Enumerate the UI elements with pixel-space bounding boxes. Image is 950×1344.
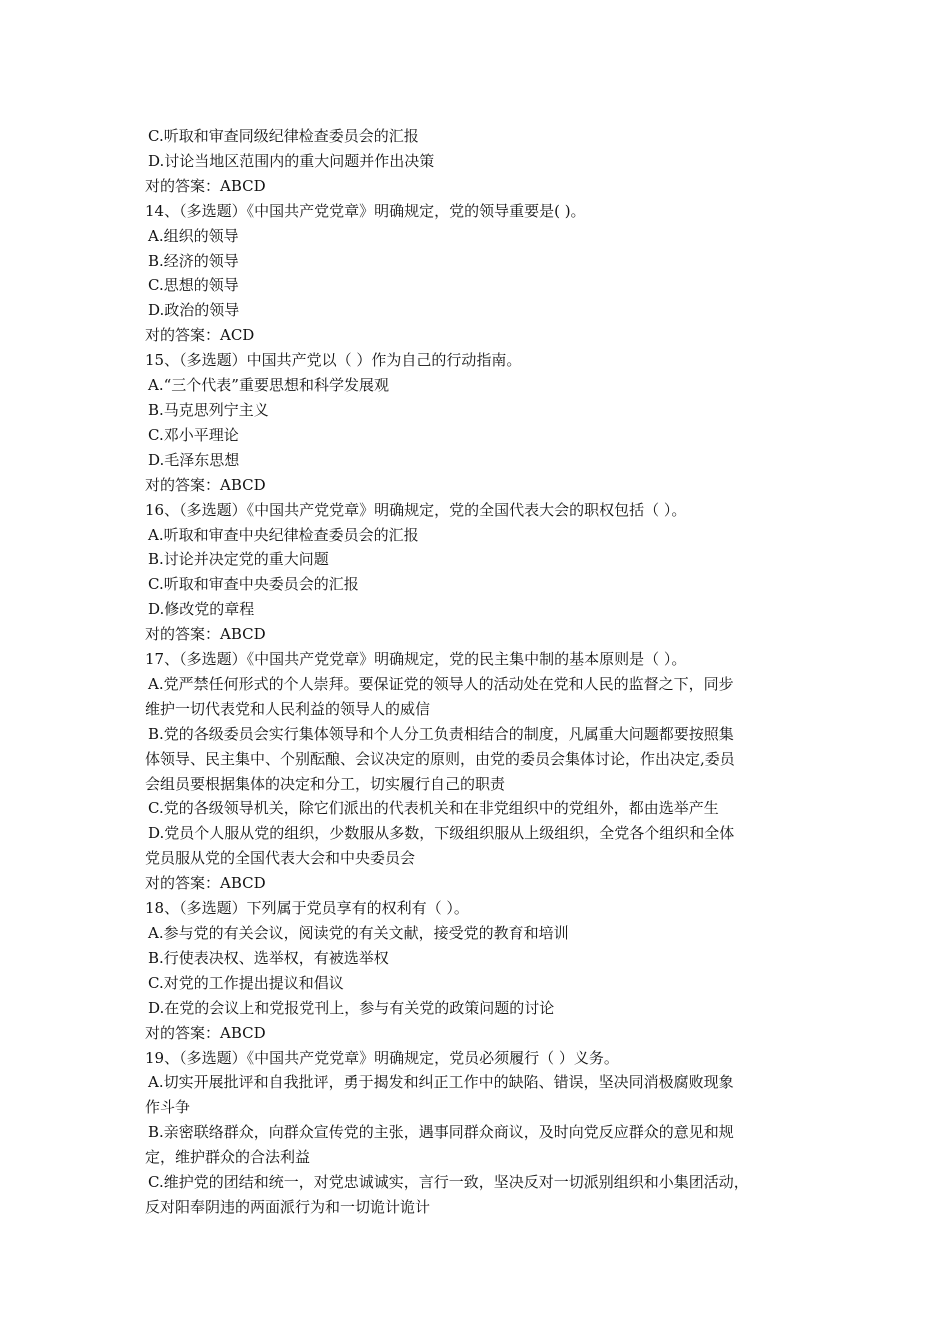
option-line: A.听取和审查中央纪律检查委员会的汇报 — [148, 525, 419, 544]
option-line: D.政治的领导 — [148, 301, 240, 320]
answer-line: 对的答案：ABCD — [145, 1023, 266, 1042]
answer-line: 对的答案：ABCD — [145, 176, 266, 195]
option-line: B.马克思列宁主义 — [148, 400, 269, 419]
option-line: A.切实开展批评和自我批评，勇于揭发和纠正工作中的缺陷、错误，坚决同消极腐败现象 — [148, 1073, 734, 1092]
option-line: D.在党的会议上和党报党刊上，参与有关党的政策问题的讨论 — [148, 998, 555, 1017]
option-line: C.听取和审查同级纪律检查委员会的汇报 — [148, 127, 419, 145]
option-line: B.讨论并决定党的重大问题 — [148, 550, 329, 569]
question-line: 19、（多选题）《中国共产党党章》明确规定，党员必须履行（ ）义务。 — [145, 1048, 619, 1067]
answer-line: 对的答案：ABCD — [145, 475, 266, 494]
question-line: 14、（多选题）《中国共产党党章》明确规定，党的领导重要是( )。 — [145, 201, 586, 220]
answer-line: 对的答案：ABCD — [145, 874, 266, 893]
question-line: 16、（多选题）《中国共产党党章》明确规定，党的全国代表大会的职权包括（ ）。 — [145, 500, 687, 519]
option-continuation-line: 党员服从党的全国代表大会和中央委员会 — [145, 849, 416, 868]
option-line: B.经济的领导 — [148, 251, 239, 270]
question-line: 15、（多选题）中国共产党以（ ）作为自己的行动指南。 — [145, 351, 522, 370]
option-line: D.党员个人服从党的组织，少数服从多数，下级组织服从上级组织，全党各个组织和全体 — [148, 824, 735, 843]
option-continuation-line: 体领导、民主集中、个别酝酿、会议决定的原则，由党的委员会集体讨论，作出决定,委员 — [145, 749, 735, 768]
option-line: D.毛泽东思想 — [148, 450, 240, 469]
option-line: A.参与党的有关会议，阅读党的有关文献，接受党的教育和培训 — [148, 924, 569, 942]
answer-line: 对的答案：ACD — [145, 326, 255, 345]
document-page — [145, 124, 825, 1220]
question-line: 18、（多选题）下列属于党员享有的权利有（ ）。 — [145, 899, 469, 918]
answer-line: 对的答案：ABCD — [145, 625, 266, 644]
option-line: C.对党的工作提出提议和倡议 — [148, 973, 344, 992]
option-line: C.思想的领导 — [148, 276, 239, 295]
option-continuation-line: 作斗争 — [145, 1098, 191, 1117]
option-line: B.党的各级委员会实行集体领导和个人分工负责相结合的制度，凡属重大问题都要按照集 — [148, 724, 734, 743]
option-line: C.听取和审查中央委员会的汇报 — [148, 575, 359, 594]
option-line: A.党严禁任何形式的个人崇拜。要保证党的领导人的活动处在党和人民的监督之下，同步 — [148, 674, 734, 693]
option-line: D.修改党的章程 — [148, 600, 255, 619]
option-line: A.组织的领导 — [148, 226, 239, 245]
option-line: C.党的各级领导机关，除它们派出的代表机关和在非党组织中的党组外，都由选举产生 — [148, 799, 719, 818]
option-line: D.讨论当地区范围内的重大问题并作出决策 — [148, 151, 435, 170]
option-line: C.维护党的团结和统一，对党忠诚诚实，言行一致，坚决反对一切派别组织和小集团活动， — [148, 1173, 749, 1192]
option-continuation-line: 会组员要根据集体的决定和分工，切实履行自己的职责 — [145, 774, 506, 793]
option-continuation-line: 定，维护群众的合法利益 — [145, 1148, 311, 1167]
option-line: A.“三个代表”重要思想和科学发展观 — [148, 376, 389, 395]
document-body — [145, 124, 825, 1220]
question-line: 17、（多选题）《中国共产党党章》明确规定，党的民主集中制的基本原则是（ ）。 — [145, 650, 687, 669]
option-line: C.邓小平理论 — [148, 425, 239, 444]
option-line: B.亲密联络群众，向群众宣传党的主张，遇事同群众商议，及时向党反应群众的意见和规 — [148, 1123, 734, 1142]
option-line: B.行使表决权、选举权，有被选举权 — [148, 948, 389, 967]
option-continuation-line: 反对阳奉阴违的两面派行为和一切诡计诡计 — [145, 1197, 431, 1216]
option-continuation-line: 维护一切代表党和人民利益的领导人的威信 — [145, 699, 431, 718]
